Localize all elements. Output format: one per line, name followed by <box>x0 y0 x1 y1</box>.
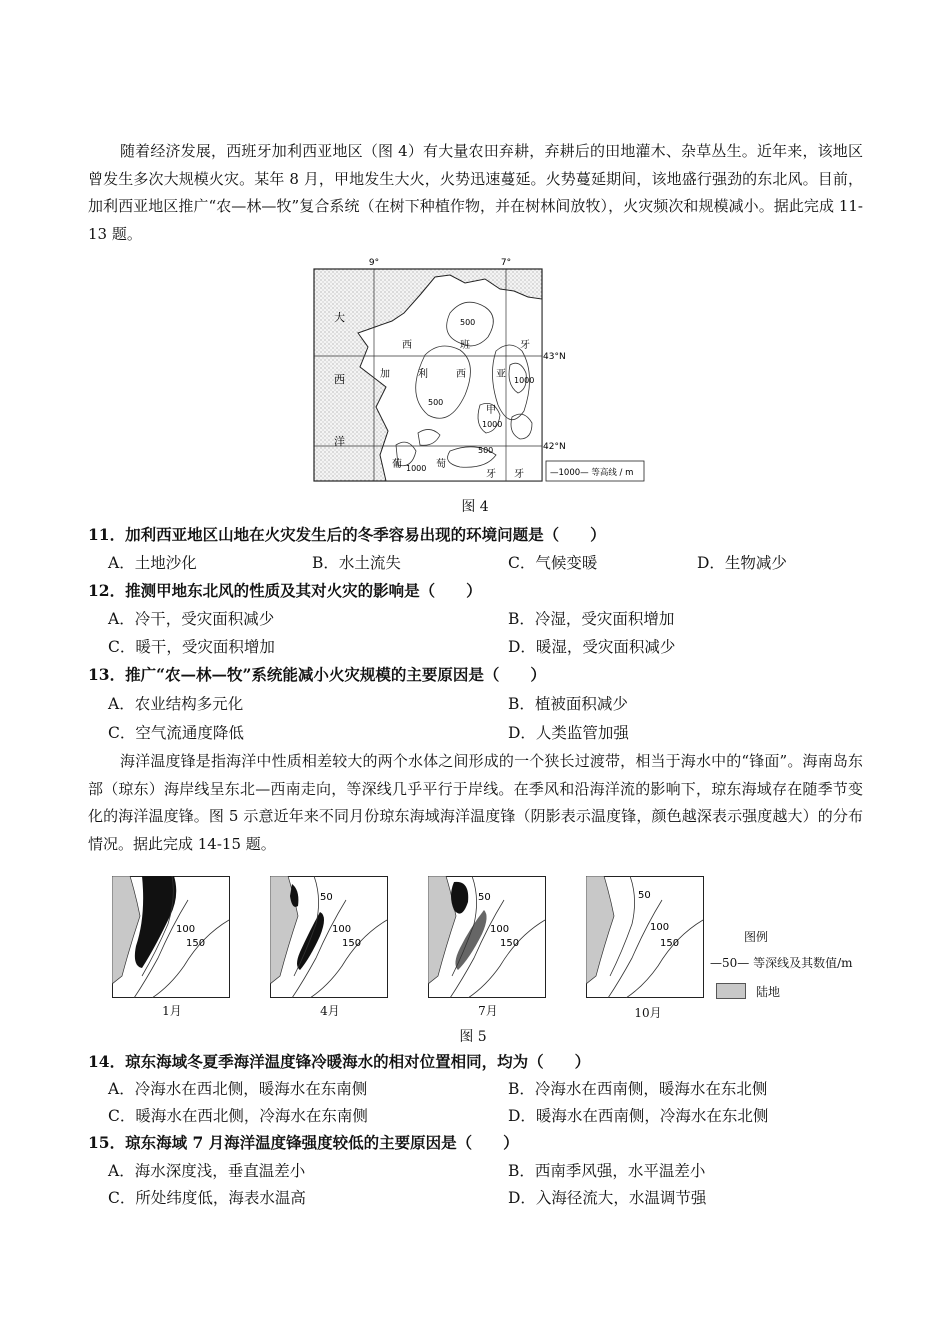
ocean-char-1: 大 <box>334 311 345 324</box>
figure-5-panel-oct <box>586 876 704 998</box>
apr-depth-150: 150 <box>342 938 362 949</box>
q15-option-c[interactable]: C．所处纬度低，海表水温高 <box>108 1189 306 1207</box>
question-11: 11．加利西亚地区山地在火灾发生后的冬季容易出现的环境问题是（ ） <box>88 525 606 544</box>
galicia-char-2: 利 <box>418 369 428 380</box>
lon-label-9: 9° <box>368 258 380 268</box>
jul-depth-50: 50 <box>478 892 491 903</box>
q11-option-d[interactable]: D．生物减少 <box>697 554 787 572</box>
q12-option-c[interactable]: C．暖干，受灾面积增加 <box>108 638 275 656</box>
figure-5-panel-jul <box>428 876 546 998</box>
q15-option-b[interactable]: B．西南季风强，水平温差小 <box>508 1162 706 1180</box>
contour-label-1000a: 1000 <box>514 376 535 385</box>
contour-label-1000b: 1000 <box>482 420 503 429</box>
question-13: 13．推广“农—林—牧”系统能减小火灾规模的主要原因是（ ） <box>88 665 546 684</box>
contour-label-500a: 500 <box>460 318 476 327</box>
month-label-jul: 7月 <box>478 1004 498 1018</box>
lon-label-7: 7° <box>500 258 512 268</box>
fig5-legend-isobath: —50— 等深线及其数值/m <box>710 956 853 970</box>
q14-option-b[interactable]: B．冷海水在西南侧，暖海水在东北侧 <box>508 1080 768 1098</box>
q15-option-a[interactable]: A．海水深度浅，垂直温差小 <box>108 1162 306 1180</box>
fig5-legend-land: 陆地 <box>756 985 781 999</box>
q12-option-d[interactable]: D．暖湿，受灾面积减少 <box>508 638 676 656</box>
q13-option-d[interactable]: D．人类监管加强 <box>508 724 629 742</box>
question-14: 14．琼东海域冬夏季海洋温度锋冷暖海水的相对位置相同，均为（ ） <box>88 1052 591 1071</box>
galicia-char-4: 亚 <box>496 369 506 380</box>
fig5-legend-title: 图例 <box>744 930 769 944</box>
figure-5-panel-apr <box>270 876 388 998</box>
passage-1: 随着经济发展，西班牙加利西亚地区（图 4）有大量农田弃耕，弃耕后的田地灌木、杂草丛生。近年来，该地区曾发生多次大规模火灾。某年 8 月，甲地发生大火，火势迅速蔓延。火势蔓延期间，该地盛行强劲的东北风。目前，加利西亚地区推广“农—林—牧”复合系统（在树下种植作物，并在树林间放牧），火灾频次和规模减小。据此完成 11-13 题。 <box>88 142 863 243</box>
oct-depth-150: 150 <box>660 938 680 949</box>
apr-depth-100: 100 <box>332 924 352 935</box>
month-label-jan: 1月 <box>162 1004 182 1018</box>
figure-5-caption: 图 5 <box>459 1029 487 1045</box>
q11-option-a[interactable]: A．土地沙化 <box>108 554 197 572</box>
q11-option-b[interactable]: B．水土流失 <box>312 554 401 572</box>
contour-label-500b: 500 <box>428 398 444 407</box>
apr-depth-50: 50 <box>320 892 333 903</box>
spain-char-bottom: 牙 <box>514 469 524 480</box>
q12-option-b[interactable]: B．冷湿，受灾面积增加 <box>508 610 675 628</box>
q14-option-d[interactable]: D．暖海水在西南侧，冷海水在东北侧 <box>508 1107 769 1125</box>
month-label-oct: 10月 <box>634 1006 662 1020</box>
fig4-legend: —1000— 等高线 / m <box>550 468 634 478</box>
q13-option-a[interactable]: A．农业结构多元化 <box>108 695 244 713</box>
galicia-char-3: 西 <box>456 369 466 380</box>
lat-label-43: 43°N <box>543 352 566 362</box>
figure-4-caption: 图 4 <box>461 499 489 515</box>
galicia-char-1: 加 <box>380 369 390 380</box>
lat-label-42: 42°N <box>543 442 566 452</box>
month-label-apr: 4月 <box>320 1004 340 1018</box>
figure-5-panel-jan <box>112 876 230 998</box>
jul-depth-100: 100 <box>490 924 510 935</box>
question-12: 12．推测甲地东北风的性质及其对火灾的影响是（ ） <box>88 581 482 600</box>
q11-option-c[interactable]: C．气候变暖 <box>508 554 598 572</box>
q12-option-a[interactable]: A．冷干，受灾面积减少 <box>108 610 275 628</box>
q14-option-c[interactable]: C．暖海水在西北侧，冷海水在东南侧 <box>108 1107 368 1125</box>
ocean-char-2: 西 <box>334 373 345 386</box>
ocean-char-3: 洋 <box>334 435 345 448</box>
q14-option-a[interactable]: A．冷海水在西北侧，暖海水在东南侧 <box>108 1080 368 1098</box>
contour-label-1000c: 1000 <box>406 464 427 473</box>
q13-option-c[interactable]: C．空气流通度降低 <box>108 724 244 742</box>
q15-option-d[interactable]: D．入海径流大，水温调节强 <box>508 1189 707 1207</box>
jul-depth-150: 150 <box>500 938 520 949</box>
jan-depth-100: 100 <box>176 924 196 935</box>
passage-2: 海洋温度锋是指海洋中性质相差较大的两个水体之间形成的一个狭长过渡带，相当于海水中的“锋面”。海南岛东部（琼东）海岸线呈东北—西南走向，等深线几乎平行于岸线。在季风和沿海洋流的影响下，琼东海域存在随季节变化的海洋温度锋。图 5 示意近年来不同月份琼东海域海洋温度锋（阴影表示温度锋，颜色越深表示强度越大）的分布情况。据此完成 14-15 题。 <box>88 752 863 853</box>
portugal-char-3: 牙 <box>486 469 496 480</box>
spain-char-1: 西 <box>402 340 412 351</box>
oct-depth-50: 50 <box>638 890 651 901</box>
figure-4-map <box>300 255 650 485</box>
point-jia: 甲 <box>486 405 496 416</box>
fig5-legend-land-swatch <box>716 983 746 999</box>
portugal-char-2: 萄 <box>436 459 446 470</box>
spain-char-3: 牙 <box>520 340 530 351</box>
jan-depth-150: 150 <box>186 938 206 949</box>
portugal-char-1: 葡 <box>392 459 402 470</box>
contour-label-500c: 500 <box>478 446 494 455</box>
spain-char-2: 班 <box>460 340 470 351</box>
question-15: 15．琼东海域 7 月海洋温度锋强度较低的主要原因是（ ） <box>88 1133 519 1152</box>
oct-depth-100: 100 <box>650 922 670 933</box>
q13-option-b[interactable]: B．植被面积减少 <box>508 695 628 713</box>
